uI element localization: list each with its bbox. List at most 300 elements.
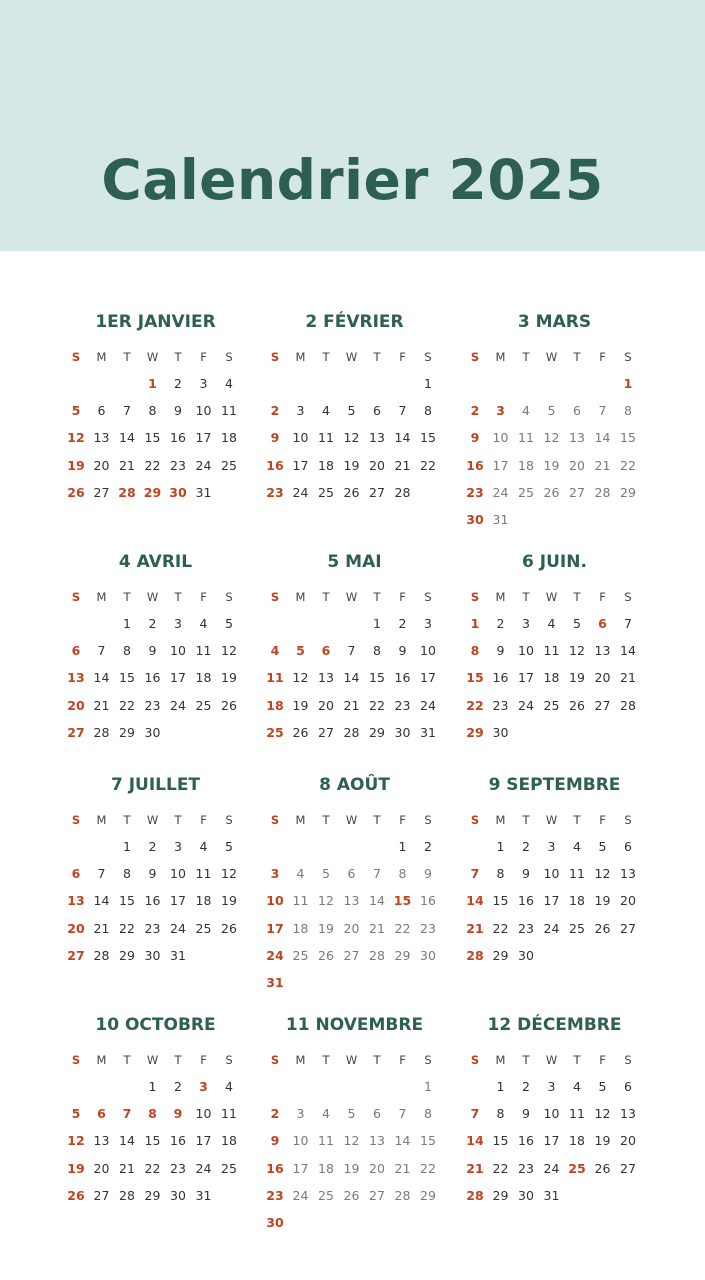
date-cell: 13	[318, 670, 334, 686]
week-row	[263, 864, 446, 884]
date-cell: 28	[93, 947, 110, 963]
weekday-label: T	[322, 350, 330, 364]
date-cell: 17	[420, 670, 436, 686]
date-cell: 12	[221, 643, 237, 659]
date-cell: 9	[522, 1106, 530, 1122]
weekday-label: F	[599, 590, 606, 604]
date-cell: 30	[420, 947, 436, 963]
weekday-label: M	[96, 350, 107, 364]
date-cell: 29	[144, 1187, 161, 1203]
weekday-label: T	[373, 1053, 381, 1067]
date-cell: 1	[496, 839, 505, 854]
week-row	[263, 919, 446, 939]
month-title: 2 FÉVRIER	[305, 312, 404, 332]
date-cell: 27	[67, 947, 85, 963]
date-cell: 28	[466, 1187, 484, 1203]
date-cell: 20	[93, 457, 110, 473]
date-cell: 12	[343, 1133, 360, 1149]
week-row	[463, 946, 646, 966]
date-cell: 26	[221, 920, 237, 936]
week-row	[263, 723, 446, 743]
date-cell: 31	[492, 512, 509, 527]
date-cell: 23	[394, 697, 411, 713]
week-row	[263, 614, 446, 634]
weekday-label: T	[373, 350, 381, 364]
date-cell: 3	[199, 1079, 208, 1094]
date-cell: 10	[518, 643, 534, 659]
date-cell: 13	[67, 670, 85, 686]
page-title: Calendrier 2025	[101, 148, 604, 212]
date-cell: 2	[148, 839, 157, 854]
date-cell: 1	[424, 376, 432, 391]
weekday-label: T	[123, 813, 131, 827]
weekday-label: W	[545, 813, 558, 827]
date-cell: 21	[466, 1160, 484, 1176]
weekday-label: T	[573, 590, 581, 604]
date-cell: 11	[318, 1133, 334, 1149]
week-row	[263, 1186, 446, 1206]
date-cell: 3	[424, 616, 432, 631]
date-cell: 19	[594, 893, 611, 909]
date-cell: 2	[522, 839, 530, 854]
date-cell: 31	[195, 1187, 212, 1203]
date-cell: 6	[321, 643, 331, 659]
weekday-header	[263, 587, 446, 607]
date-cell: 7	[470, 1106, 480, 1122]
date-cell: 24	[518, 697, 534, 713]
date-cell: 6	[97, 1106, 106, 1122]
date-cell: 20	[620, 893, 636, 909]
date-cell: 18	[195, 670, 212, 686]
date-cell: 9	[270, 1133, 280, 1149]
date-cell: 10	[170, 866, 186, 882]
date-cell: 20	[67, 697, 85, 713]
date-cell: 15	[492, 1133, 509, 1149]
date-cell: 7	[470, 866, 480, 882]
weekday-label: S	[225, 813, 233, 827]
date-cell: 5	[347, 403, 356, 419]
date-cell: 6	[373, 1106, 381, 1122]
date-cell: 11	[292, 893, 309, 909]
date-cell: 3	[296, 403, 305, 419]
date-cell: 20	[343, 920, 360, 936]
weekday-label: S	[624, 1053, 632, 1067]
date-cell: 16	[518, 893, 534, 909]
month-title: 9 SEPTEMBRE	[488, 775, 621, 795]
date-cell: 22	[620, 457, 636, 473]
date-cell: 25	[195, 920, 212, 936]
date-cell: 26	[594, 1160, 611, 1176]
date-cell: 15	[393, 893, 412, 909]
weekday-label: S	[71, 350, 81, 364]
weekday-label: W	[345, 1053, 358, 1067]
date-cell: 6	[347, 866, 356, 882]
date-cell: 29	[492, 1187, 509, 1203]
date-cell: 25	[518, 484, 534, 500]
date-cell: 28	[118, 484, 136, 500]
date-cell: 24	[420, 697, 436, 713]
week-row	[263, 401, 446, 421]
date-cell: 13	[620, 1106, 636, 1122]
date-cell: 1	[123, 616, 131, 631]
weekday-label: T	[573, 813, 581, 827]
date-cell: 25	[221, 457, 237, 473]
date-cell: 18	[292, 920, 309, 936]
date-cell: 27	[620, 1160, 636, 1176]
date-cell: 21	[620, 670, 636, 686]
week-row	[463, 374, 646, 394]
date-cell: 9	[424, 866, 432, 882]
date-cell: 11	[195, 866, 212, 882]
date-cell: 10	[195, 1106, 212, 1122]
date-cell: 21	[343, 697, 360, 713]
date-cell: 8	[624, 403, 632, 419]
date-cell: 23	[170, 457, 186, 473]
date-cell: 9	[398, 643, 407, 659]
week-row	[64, 1186, 247, 1206]
date-cell: 12	[292, 670, 309, 686]
weekday-label: M	[295, 1053, 306, 1067]
date-cell: 17	[195, 430, 212, 446]
date-cell: 14	[466, 893, 484, 909]
date-cell: 12	[221, 866, 237, 882]
weekday-label: F	[399, 813, 406, 827]
weekday-label: M	[495, 590, 506, 604]
date-cell: 30	[170, 1187, 186, 1203]
weekday-label: T	[573, 350, 581, 364]
week-row	[463, 483, 646, 503]
weekday-header	[463, 1050, 646, 1070]
date-cell: 23	[420, 920, 436, 936]
date-cell: 11	[569, 1106, 585, 1122]
month-title: 11 NOVEMBRE	[285, 1015, 424, 1035]
date-cell: 7	[398, 403, 407, 419]
date-cell: 4	[199, 616, 208, 631]
date-cell: 22	[394, 920, 411, 936]
week-row	[64, 641, 247, 661]
week-row	[263, 483, 446, 503]
week-row	[64, 456, 247, 476]
date-cell: 16	[266, 1160, 284, 1176]
date-cell: 3	[174, 839, 182, 854]
date-cell: 13	[343, 893, 360, 909]
week-row	[263, 1213, 446, 1233]
date-cell: 9	[148, 643, 157, 659]
week-row	[64, 1077, 247, 1097]
date-cell: 14	[119, 430, 135, 446]
date-cell: 8	[398, 866, 407, 882]
date-cell: 22	[420, 1160, 436, 1176]
date-cell: 18	[318, 457, 334, 473]
date-cell: 21	[369, 920, 385, 936]
date-cell: 17	[543, 893, 560, 909]
weekday-label: W	[146, 813, 159, 827]
date-cell: 16	[394, 670, 411, 686]
weekday-label: T	[522, 350, 530, 364]
date-cell: 21	[119, 1160, 135, 1176]
date-cell: 18	[569, 1133, 585, 1149]
date-cell: 30	[492, 724, 509, 740]
date-cell: 3	[174, 616, 182, 631]
date-cell: 25	[195, 697, 212, 713]
week-row	[263, 696, 446, 716]
date-cell: 20	[67, 920, 85, 936]
date-cell: 19	[221, 670, 237, 686]
date-cell: 5	[71, 403, 81, 419]
date-cell: 26	[594, 920, 611, 936]
date-cell: 13	[569, 430, 585, 446]
weekday-label: W	[146, 590, 159, 604]
date-cell: 8	[496, 1106, 505, 1122]
date-cell: 18	[543, 670, 560, 686]
weekday-label: T	[174, 590, 182, 604]
week-row	[463, 696, 646, 716]
date-cell: 14	[93, 893, 110, 909]
date-cell: 25	[318, 1187, 334, 1203]
date-cell: 19	[343, 1160, 360, 1176]
date-cell: 27	[93, 1187, 110, 1203]
date-cell: 21	[93, 920, 110, 936]
date-cell: 27	[369, 1187, 385, 1203]
date-cell: 7	[373, 866, 381, 882]
date-cell: 28	[466, 947, 484, 963]
weekday-header	[463, 587, 646, 607]
date-cell: 22	[466, 697, 484, 713]
date-cell: 26	[292, 724, 309, 740]
date-cell: 24	[170, 697, 186, 713]
weekday-label: T	[174, 350, 182, 364]
weekday-label: S	[71, 590, 81, 604]
date-cell: 8	[470, 643, 480, 659]
date-cell: 2	[522, 1079, 530, 1094]
weekday-label: S	[624, 813, 632, 827]
weekday-label: W	[545, 590, 558, 604]
date-cell: 18	[569, 893, 585, 909]
date-cell: 28	[93, 724, 110, 740]
date-cell: 4	[225, 376, 233, 391]
date-cell: 6	[573, 403, 581, 419]
date-cell: 22	[119, 920, 135, 936]
date-cell: 14	[394, 430, 411, 446]
date-cell: 3	[522, 616, 530, 631]
date-cell: 8	[148, 403, 157, 419]
date-cell: 10	[266, 893, 284, 909]
date-cell: 1	[623, 376, 633, 391]
date-cell: 28	[394, 1187, 411, 1203]
weekday-label: W	[345, 813, 358, 827]
week-row	[263, 641, 446, 661]
date-cell: 16	[170, 1133, 186, 1149]
date-cell: 1	[398, 839, 407, 854]
date-cell: 26	[343, 1187, 360, 1203]
date-cell: 21	[394, 1160, 411, 1176]
week-row	[263, 374, 446, 394]
date-cell: 8	[148, 1106, 157, 1122]
date-cell: 5	[225, 616, 233, 631]
date-cell: 15	[119, 893, 135, 909]
date-cell: 17	[543, 1133, 560, 1149]
date-cell: 30	[169, 484, 187, 500]
date-cell: 13	[93, 1133, 110, 1149]
date-cell: 11	[318, 430, 334, 446]
date-cell: 2	[496, 616, 505, 631]
date-cell: 15	[119, 670, 135, 686]
week-row	[463, 919, 646, 939]
date-cell: 7	[624, 616, 632, 631]
date-cell: 9	[496, 643, 505, 659]
weekday-label: T	[322, 590, 330, 604]
month-title: 5 MAI	[327, 552, 382, 572]
week-row	[263, 1131, 446, 1151]
date-cell: 29	[620, 484, 636, 500]
date-cell: 2	[270, 1106, 280, 1122]
date-cell: 2	[174, 1079, 182, 1094]
date-cell: 3	[547, 839, 556, 854]
weekday-label: S	[225, 350, 233, 364]
date-cell: 28	[343, 724, 360, 740]
date-cell: 24	[195, 457, 212, 473]
date-cell: 15	[620, 430, 636, 446]
date-cell: 29	[143, 484, 162, 500]
date-cell: 19	[343, 457, 360, 473]
weekday-label: S	[71, 1053, 81, 1067]
date-cell: 4	[322, 403, 330, 419]
date-cell: 23	[170, 1160, 186, 1176]
date-cell: 6	[624, 839, 632, 854]
date-cell: 10	[292, 430, 309, 446]
date-cell: 14	[594, 430, 611, 446]
date-cell: 4	[573, 1079, 581, 1094]
week-row	[463, 1159, 646, 1179]
weekday-label: W	[345, 350, 358, 364]
date-cell: 1	[470, 616, 480, 631]
date-cell: 15	[466, 670, 484, 686]
date-cell: 19	[569, 670, 585, 686]
month-title: 10 OCTOBRE	[95, 1015, 216, 1035]
date-cell: 10	[292, 1133, 309, 1149]
date-cell: 16	[266, 457, 284, 473]
date-cell: 18	[221, 430, 237, 446]
date-cell: 13	[620, 866, 636, 882]
week-row	[64, 483, 247, 503]
weekday-label: T	[123, 1053, 131, 1067]
date-cell: 23	[518, 1160, 534, 1176]
date-cell: 4	[225, 1079, 233, 1094]
date-cell: 15	[492, 893, 509, 909]
date-cell: 14	[620, 643, 636, 659]
date-cell: 21	[394, 457, 411, 473]
date-cell: 28	[119, 1187, 135, 1203]
week-row	[64, 696, 247, 716]
weekday-header	[463, 347, 646, 367]
weekday-label: F	[200, 350, 207, 364]
date-cell: 7	[97, 643, 106, 659]
week-row	[463, 1186, 646, 1206]
week-row	[263, 973, 446, 993]
date-cell: 14	[466, 1133, 484, 1149]
date-cell: 24	[543, 920, 560, 936]
date-cell: 18	[221, 1133, 237, 1149]
weekday-label: F	[200, 1053, 207, 1067]
date-cell: 14	[93, 670, 110, 686]
date-cell: 27	[369, 484, 385, 500]
weekday-header	[263, 347, 446, 367]
month-title: 4 AVRIL	[118, 552, 193, 572]
date-cell: 28	[394, 484, 411, 500]
date-cell: 5	[347, 1106, 356, 1122]
date-cell: 22	[420, 457, 436, 473]
date-cell: 22	[144, 1160, 161, 1176]
week-row	[64, 1159, 247, 1179]
month-title: 12 DÉCEMBRE	[487, 1015, 622, 1035]
week-row	[263, 456, 446, 476]
date-cell: 29	[420, 1187, 436, 1203]
date-cell: 16	[144, 893, 161, 909]
month-title: 3 MARS	[517, 312, 592, 332]
date-cell: 2	[424, 839, 432, 854]
weekday-header	[263, 1050, 446, 1070]
date-cell: 25	[266, 724, 284, 740]
week-row	[463, 864, 646, 884]
date-cell: 19	[67, 1160, 85, 1176]
weekday-label: T	[322, 813, 330, 827]
week-row	[64, 668, 247, 688]
date-cell: 16	[420, 893, 436, 909]
date-cell: 17	[518, 670, 534, 686]
date-cell: 13	[369, 1133, 385, 1149]
week-row	[463, 401, 646, 421]
date-cell: 24	[292, 1187, 309, 1203]
weekday-label: S	[624, 590, 632, 604]
date-cell: 26	[221, 697, 237, 713]
date-cell: 10	[420, 643, 436, 659]
week-row	[64, 401, 247, 421]
date-cell: 27	[318, 724, 334, 740]
date-cell: 6	[624, 1079, 632, 1094]
weekday-label: M	[295, 813, 306, 827]
date-cell: 28	[594, 484, 611, 500]
date-cell: 22	[144, 457, 161, 473]
date-cell: 22	[369, 697, 385, 713]
date-cell: 31	[195, 484, 212, 500]
date-cell: 8	[123, 866, 131, 882]
date-cell: 2	[148, 616, 157, 631]
week-row	[463, 1131, 646, 1151]
date-cell: 14	[119, 1133, 135, 1149]
weekday-label: T	[123, 350, 131, 364]
date-cell: 23	[518, 920, 534, 936]
date-cell: 26	[67, 1187, 85, 1203]
date-cell: 4	[573, 839, 581, 854]
date-cell: 26	[543, 484, 560, 500]
weekday-label: T	[174, 1053, 182, 1067]
date-cell: 25	[221, 1160, 237, 1176]
date-cell: 9	[522, 866, 530, 882]
date-cell: 30	[466, 512, 484, 527]
date-cell: 15	[369, 670, 385, 686]
date-cell: 22	[119, 697, 135, 713]
weekday-label: M	[96, 813, 107, 827]
weekday-label: F	[399, 590, 406, 604]
date-cell: 31	[543, 1187, 560, 1203]
date-cell: 27	[93, 484, 110, 500]
date-cell: 30	[144, 724, 161, 740]
date-cell: 24	[266, 947, 284, 963]
date-cell: 13	[594, 643, 611, 659]
date-cell: 8	[496, 866, 505, 882]
weekday-header	[64, 1050, 247, 1070]
weekday-label: W	[146, 1053, 159, 1067]
